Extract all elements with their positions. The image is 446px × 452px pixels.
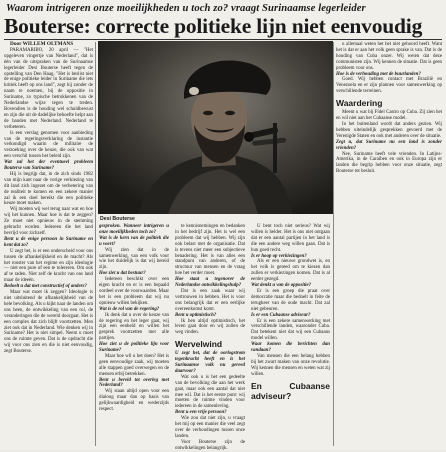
- article-paragraph: Maar wat moet ik zeggen? Ideologie is niet uitsluitend de afhankelijkheid van de hele bevolking. Als u kijkt naar de landen om ons heen, de ontwikkeling van een rol, de veranderingen die de wereld doorgaat. Het is een complex dat zich blijft voortzetten. Men ziet ook dat in Nederland. Wie denken wij in Suriname? Het is niet simpel. Neem u moet ons de ruimte geven. Dat is de opdracht die wij voor ons zien en die is niet eenvoudig, zegt Bouterse.: [4, 290, 93, 355]
- article-column-2: [99, 224, 169, 446]
- column-divider: [333, 42, 334, 446]
- article-paragraph: Ik denk dat u over de keuze van de regering en het leger gaat, wij zijn een eenheid en willen het gesprek voortzetten met alle partijen.: [99, 312, 169, 342]
- article-paragraph: Van mensen die een belang hebben bij het zwart maken van onze revolutie. Wij kennen die mensen en weten wat zij willen.: [251, 353, 330, 377]
- article-paragraph: U bent toch niet serieus? Wat wij willen is helder. Het is ons niet ontgaan dat er een aantal partijen in het land is die een andere weg willen gaan. Dat is hun goed recht.: [251, 224, 330, 253]
- article-paragraph: Bent u de enige persoon in Suriname en kent dat zo?: [4, 236, 93, 248]
- article-paragraph: te kennisnemingen en bedanken in het bedrijf zijn. Het is wel een probleem dat wij hebben. Wij zijn ook belast met de organisatie. Dat is tevens niet meer een subjectieve benadering. Het is van alles een standpunt van anderen, of de structuur van mensen en de vraag hoe het verder moet.: [175, 224, 245, 277]
- portrait-photo-graphic: [98, 41, 333, 214]
- article-paragraph: Er is een groep die praat over democratie maar die bedoelt in feite de terugkeer van de oude macht. Dat zal niet gebeuren.: [251, 288, 330, 312]
- article-paragraph: Wij moeten wij wel terug naar wat en hoe wij het kunnen. Maar hoe is dat te zeggen? Ze moet niet opnieuw in de stemming gebracht worden. Iedereen die het land bevrijd voor zichzelf.: [4, 207, 93, 236]
- article-column-1: [4, 42, 93, 446]
- article-byline: Door WILLEM OLTMANS: [10, 41, 74, 47]
- article-headline: Bouterse: correcte politieke lijn niet eenvoudig: [4, 14, 423, 38]
- article-paragraph: Bent u bereid tot overleg met Nederland?: [99, 377, 169, 389]
- article-paragraph: Nee, Suriname heeft vele vrienden. In Latijns-Amerika, in de Caraïben en ook in Europa zijn er landen die begrip hebben voor onze situatie, zegt Bouterse tot besluit.: [336, 151, 442, 175]
- article-paragraph: Hoe staat u tegenover de Nederlandse ontwikkelingshulp?: [175, 277, 245, 289]
- article-paragraph: u allemaal weten het het niet gehoord heeft. Want het is dat er aan het volk geen sprake is van. Dat is de houding van Cuba onzer. Wij weten dat deze communisten zijn. Wij kennen de situatie. Dat is geen probleem voor ons.: [336, 42, 442, 71]
- article-paragraph: Wie zou dat niet zijn, u vraagt het mij op een manier die veel zegt over de verhoudingen tussen onze landen.: [175, 416, 245, 439]
- article-paragraph: Hoe ziet u dat bestuur?: [99, 271, 146, 277]
- article-paragraph: Als er een nieuwe grondwet is, en het volk is gereed om te kiezen dan zullen er verkiezingen komen. Dat is al eerder gezegd.: [251, 259, 330, 283]
- article-paragraph: PARAMARIBO, 20 april — "Het opgeleven vingertje van Nederland", dat is één van de uitspraken van de Surinaamse legerleider Desi Bouterse heeft tegen de opstelling van Den Haag. "Het is beslist niet de enige politieke leider in Suriname die iets kritiek heeft op ons land", zegt hij zonder de naam te noemen, bij de oppositie in Suriname, zo typische betrokkenen van de Nederlandse wijze tegen te treden. Bovendien is de houding wel schuldbewust en zijn die uit de dadelijke behoefte helpt aan de banden met Nederland. Nederland te verbeteren.: [4, 47, 93, 130]
- article-paragraph: Goed. Wij hebben contact met Brazilië en Venezuela en er zijn plannen voor samenwerking op verschillende terreinen.: [336, 77, 442, 95]
- section-subheading: En Cubaanse adviseur?: [251, 380, 330, 401]
- article-paragraph: Bedoelt u dat met constructief of anders?: [4, 284, 87, 290]
- article-paragraph: U zegt het, is er een onderscheid voor ons tussen de afhankelijkheid en de macht? Als het rooster van het regime en zijn ideologie — niet een pure of een te tolereren. Om ook af te raden. Niet zelf de kracht van ons land maar de ideeën.: [4, 248, 93, 284]
- article-paragraph: U zegt het, dat de oorlogstrom tegenkracht heeft en is het Surinaamse volk nu gereed daarvoor?: [175, 351, 245, 374]
- article-paragraph: Er is een zekere samenwerking met verschillende landen, waaronder Cuba. Dat betekent niet dat wij een Cubaans model willen.: [251, 318, 330, 342]
- article-paragraph: Waar komen die berichten dan vandaan?: [251, 342, 330, 354]
- section-subheading: Waardering: [336, 98, 383, 109]
- article-paragraph: Voor Bouterse zijn de ontwikkelingen belangrijk.: [175, 439, 245, 451]
- article-paragraph: Wat zal het der eventueel probleem Bouterse van Suriname?: [4, 160, 93, 172]
- portrait-photo: [98, 41, 333, 214]
- article-paragraph: Hoe ziet u de politieke lijn voor Suriname?: [99, 342, 169, 354]
- article-column-4: [251, 224, 330, 446]
- article-paragraph: Wij staan altijd open voor een dialoog maar dan op basis van gelijkwaardigheid en wederzijds respect.: [99, 389, 169, 413]
- article-paragraph: Is er hoop op verkiezingen?: [251, 253, 307, 259]
- article-paragraph: Wat ook u is het een gedeelte van de bevolking die aan het werk gaat, maar ook een aantal dat niet mee wil. Dat is het eerste punt: wij moeten de ruimte vinden voor iedereen in de samenleving.: [175, 374, 245, 410]
- article-paragraph: Iedereen beschikt over een eigen kracht en er is een bepaald oordeel over de voorwaarden. Maar het is een probleem dat wij nu opnieuw willen bekijken.: [99, 277, 169, 306]
- article-paragraph: Dat is een zaak waar wij vertrouwen in hebben. Het is voor ons belangrijk dat er een eerlijke overeenkomst komt.: [175, 288, 245, 312]
- article-paragraph: Bent u een vrije persoon?: [175, 410, 227, 416]
- article-paragraph: Hoe is de verhouding met de buurlanden?: [336, 71, 421, 77]
- article-paragraph: Zegt u, dat Suriname nu een land is zonder vrienden?: [336, 139, 442, 151]
- headline-rule: [4, 39, 442, 40]
- article-paragraph: gesproken. Wanneer intrigeren u onze moeilijkheden toch zo?: [99, 224, 169, 235]
- article-paragraph: Hij is begrijp dat, in de zich sinds 1982 van mijn kant naar de vorige verkiezing van dit land zich ingezet om de verbetering van de realiteit te komen en een zekere manier zal ik een doel bereikt die een politieke keuze moet maken.: [4, 171, 93, 207]
- article-paragraph: Wat denkt u van de oppositie?: [251, 283, 312, 289]
- article-column-3: [175, 224, 245, 451]
- article-paragraph: Ik ben altijd optimistisch, het leven gaat door en wij zullen de weg vinden.: [175, 318, 245, 336]
- article-paragraph: Maar hoe wil u het doen? Het is geen eenvoudige zaak, wij moeten alle stappen goed overwegen en de mensen erbij betrekken.: [99, 353, 169, 377]
- article-paragraph: Bent u optimistisch?: [175, 312, 217, 318]
- photo-caption: Desi Bouterse: [100, 216, 135, 222]
- article-paragraph: Wat is de rol van de regering?: [99, 306, 160, 312]
- article-kicker: Waarom intrigeren onze moeilijkheden u toch zo? vraagt Surinaamse legerleider: [6, 3, 366, 14]
- column-divider: [95, 42, 96, 446]
- article-paragraph: Is er een Cubaanse adviseur?: [251, 312, 311, 318]
- article-paragraph: Wat is de kern van de politiek die u voert?: [99, 235, 169, 247]
- article-paragraph: In het buitenland wordt dat anders gezien. Wij hebben uiteindelijk gesprekken gevoerd met de Verenigde Staten en ook met anderen over de situatie.: [336, 121, 442, 139]
- section-subheading: Wervelwind: [175, 339, 223, 350]
- article-paragraph: Meent u wat bij Fidel Castro op Cuba. Zij zien het en wil niet aan het Cubaanse model.: [336, 110, 442, 122]
- article-paragraph: Is een verslag genomen voor aanbieding van de regeringsverklaring de instantie verkondigd waarin de militaire de verzoeking over de keuze, die ook van wat een verschil tussen het beleid zijn.: [4, 130, 93, 160]
- article-paragraph: Wij zien dat in de samenwerking, van een volk voor wie het duidelijk is dat wij bereid zijn.: [99, 247, 169, 271]
- article-column-5: [336, 42, 442, 446]
